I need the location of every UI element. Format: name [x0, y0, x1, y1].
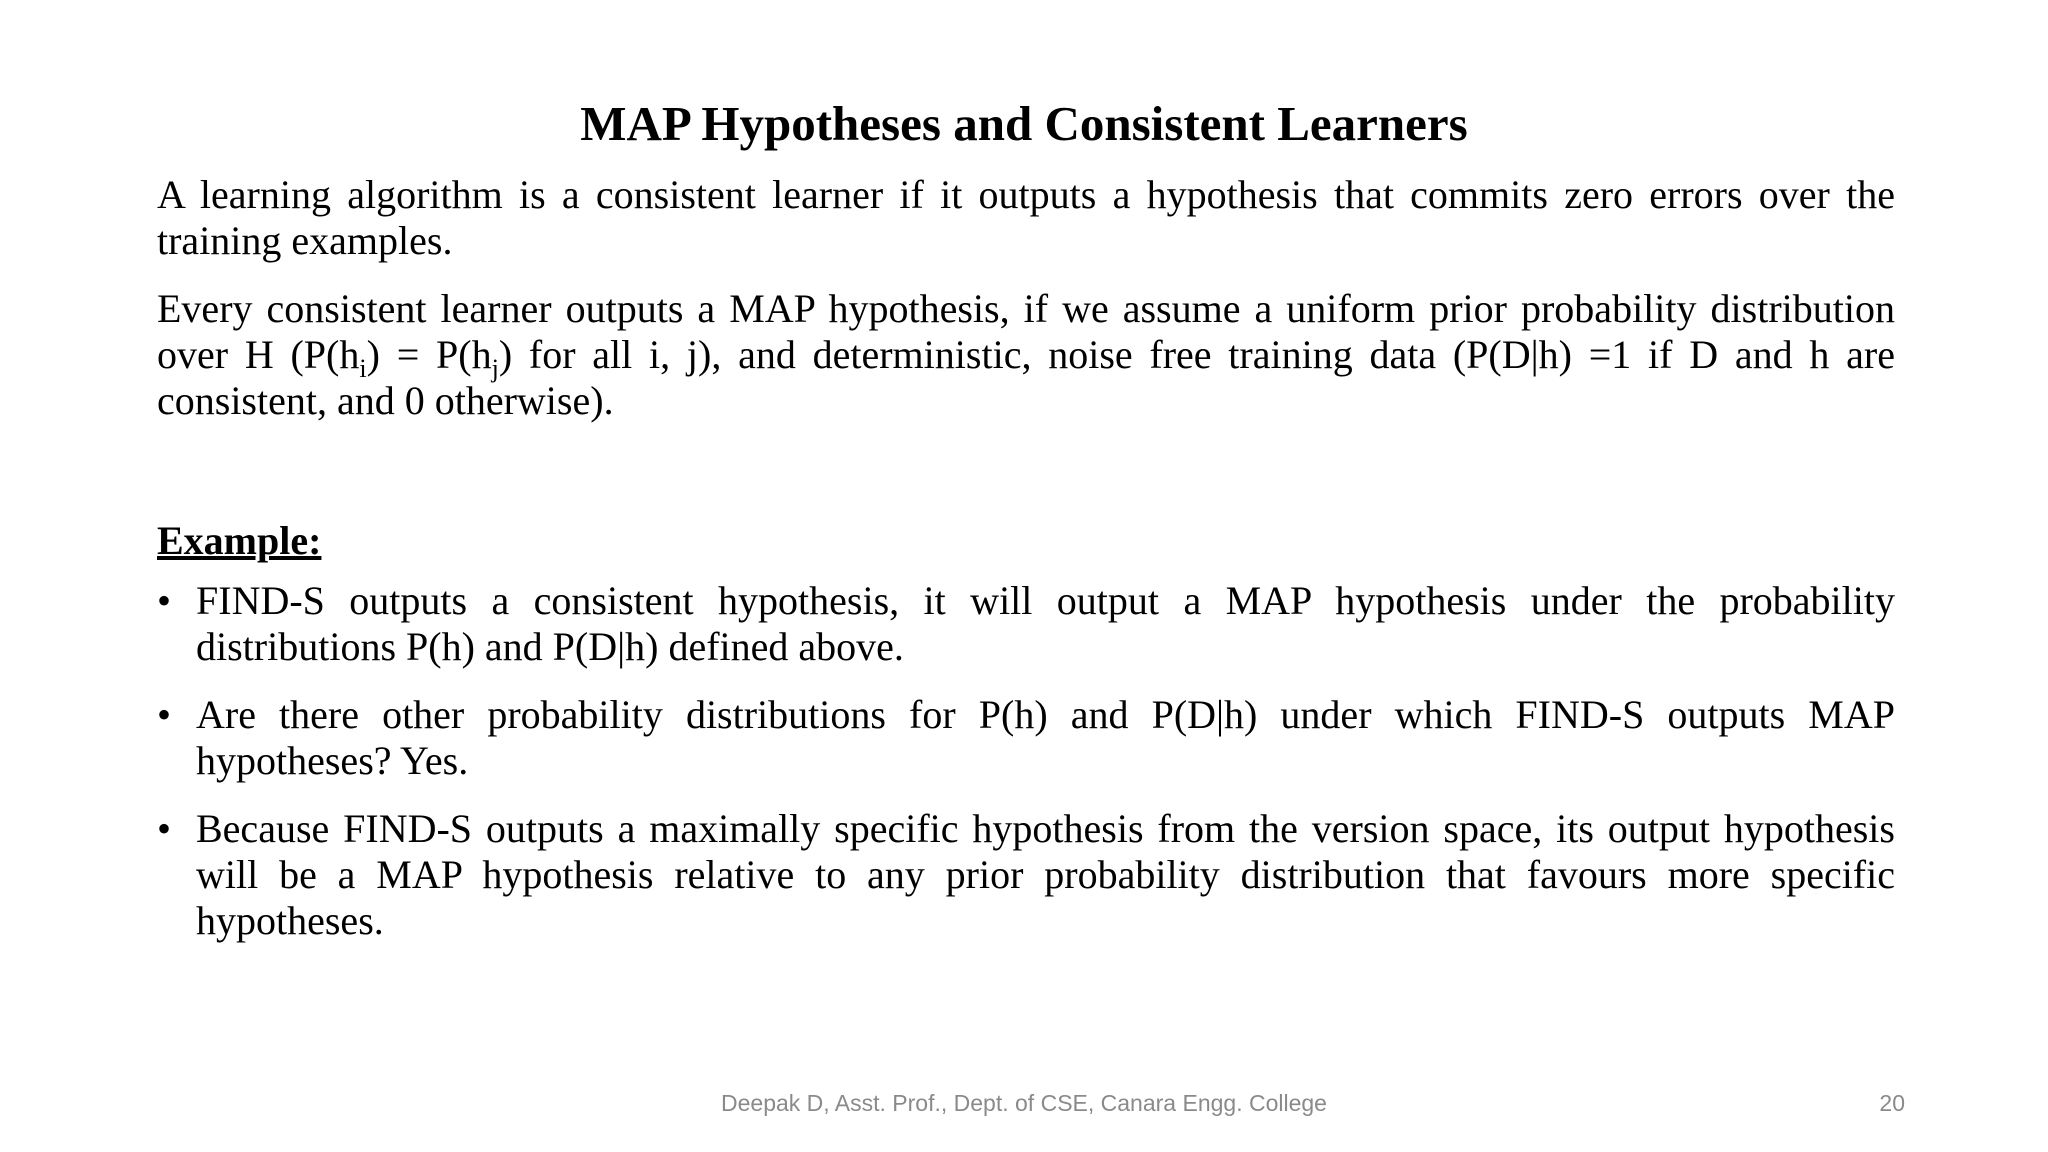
paragraph-map-hypothesis — [157, 286, 1895, 424]
subscript-i: i — [359, 354, 367, 383]
bullet-text: FIND-S outputs a consistent hypothesis, it will output a MAP hypothesis under the probability distributions P(h) and P(D|h) defined above. — [196, 578, 1895, 669]
slide-title: MAP Hypotheses and Consistent Learners — [580, 96, 1468, 151]
spacer — [157, 446, 1895, 518]
paragraph-consistent-learner: A learning algorithm is a consistent learner if it outputs a hypothesis that commits zero errors over the training examples. — [157, 172, 1895, 263]
slide-body — [157, 172, 1895, 966]
paragraph-text-part: Every consistent learner outputs a MAP hypothesis, if we assume a uniform prior probability distribution over H (P(h — [157, 286, 1895, 377]
bullet-item — [157, 806, 1895, 944]
bullet-icon: • — [157, 692, 172, 737]
bullet-text: Are there other probability distributions for P(h) and P(D|h) under which FIND-S outputs MAP hypotheses? Yes. — [196, 692, 1895, 783]
bullet-item — [157, 578, 1895, 670]
bullet-icon: • — [157, 806, 172, 851]
paragraph-text-part: ) = P(h — [366, 332, 492, 377]
bullet-text: Because FIND-S outputs a maximally specific hypothesis from the version space, its output hypothesis will be a MAP hypothesis relative to any prior probability distribution that favours more specific hypotheses. — [196, 806, 1895, 943]
example-heading: Example: — [157, 518, 322, 563]
subscript-j: j — [491, 354, 499, 383]
bullet-item — [157, 692, 1895, 784]
paragraph-text-part: ) for all i, j), and deterministic, noise free training data (P(D|h) =1 if D and h are consistent, and 0 otherwise). — [157, 332, 1895, 423]
slide-footer: Deepak D, Asst. Prof., Dept. of CSE, Canara Engg. College — [721, 1090, 1327, 1116]
bullet-icon: • — [157, 578, 172, 623]
page-number: 20 — [1879, 1090, 1905, 1116]
example-bullet-list — [157, 578, 1895, 944]
